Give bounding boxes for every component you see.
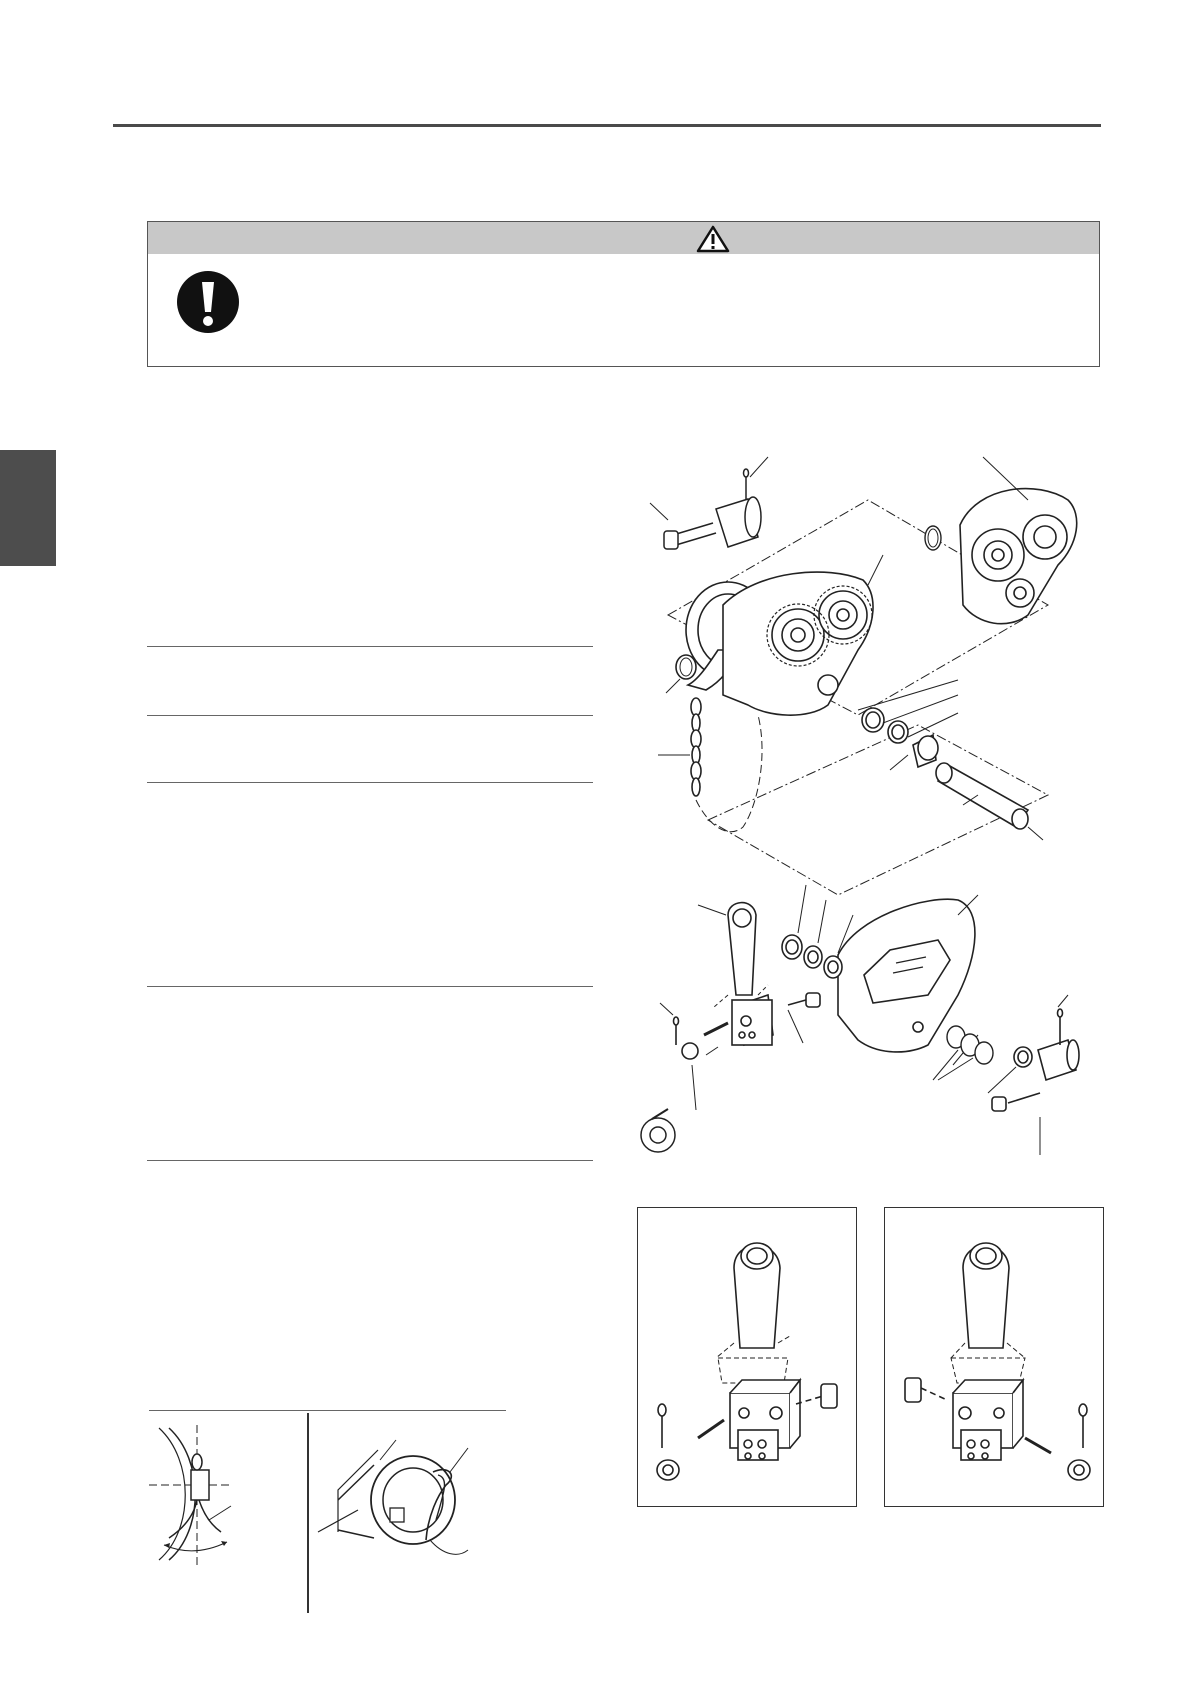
cotter-pin-angle-detail <box>149 1420 299 1570</box>
header-rule <box>113 124 1101 127</box>
exploded-assembly-diagram <box>628 455 1078 1175</box>
chapter-tab <box>0 450 56 566</box>
detail-figure-rule <box>149 1410 506 1411</box>
warning-triangle-icon <box>696 225 730 253</box>
table-rule-2 <box>147 715 593 716</box>
table-rule-1 <box>147 646 593 647</box>
detail-figure-divider <box>307 1413 309 1613</box>
table-rule-5 <box>147 1160 593 1161</box>
warning-header-bar <box>148 222 1099 254</box>
table-rule-4 <box>147 986 593 987</box>
warning-box <box>147 221 1100 367</box>
cotter-pin-installed-detail <box>318 1420 508 1570</box>
table-rule-3 <box>147 782 593 783</box>
link-orientation-right <box>885 1208 1105 1508</box>
exclamation-mark-icon <box>176 270 240 334</box>
link-orientation-right-panel <box>884 1207 1104 1507</box>
link-orientation-left-panel <box>637 1207 857 1507</box>
link-orientation-left <box>638 1208 858 1508</box>
